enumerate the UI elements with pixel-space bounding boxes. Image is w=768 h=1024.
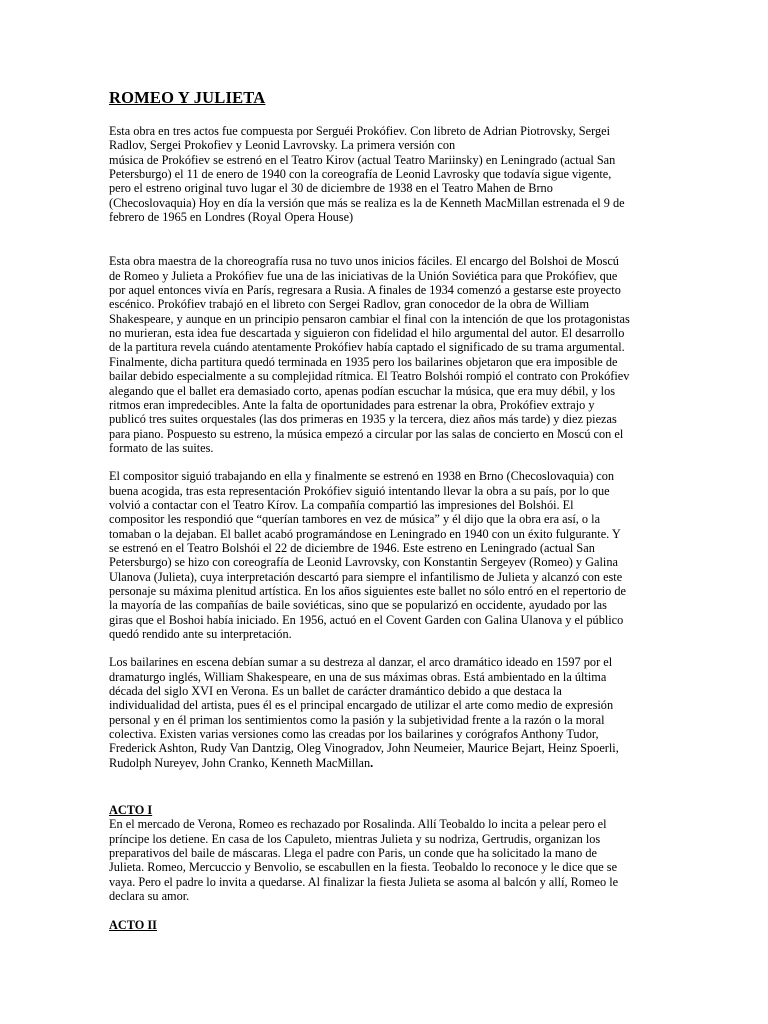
paragraph-dancers xyxy=(109,655,661,770)
document-page xyxy=(109,88,661,932)
spacer xyxy=(109,224,661,254)
paragraph-dancers-text: Los bailarines en escena debían sumar a su destreza al danzar, el arco dramático ideado en 1597 por el dramaturgo inglés, William Shakespeare, en una de sus máximas obras. Está ambientado en la última década del siglo XVI en Verona. Es un ballet de carácter dramántico debido a que destaca la individualidad del artista, pues él es el principal encargado de utilizar el arte como medio de expresión personal y en él priman los sentimientos como la pasión y la subjetividad frente a la razón o la moral colectiva. Existen varias versiones como las creadas por los bailarines y corógrafos Anthony Tudor, Frederick Ashton, Rudy Van Dantzig, Oleg Vinogradov, John Neumeier, Maurice Bejart, Heinz Spoerli, Rudolph Nureyev, John Cranko, Kenneth MacMillan xyxy=(109,655,619,770)
paragraph-premiere: El compositor siguió trabajando en ella y finalmente se estrenó en 1938 en Brno (Checoslovaquia) con buena acogida, tras esta representación Prokófiev siguió intentando llevar la obra a su país, por lo que volvió a contactar con el Teatro Kírov. La compañía compartió las impresiones del Bolshói. El compositor les respondió que “querían tambores en vez de música” y él dijo que la obra era así, o la tomaban o la dejaban. El ballet acabó programándose en Leningrado en 1940 con un éxito fulgurante. Y se estrenó en el Teatro Bolshói el 22 de diciembre de 1946. Este estreno en Leningrado (actual San Petersburgo) se hizo con coreografía de Leonid Lavrovsky, con Konstantin Sergeyev (Romeo) y Galina Ulanova (Julieta), cuya interpretación descartó para siempre el infantilismo de Julieta y alcanzó con este personaje su máxima plenitud artística. En los años siguientes este ballet no sólo entró en el repertorio de la mayoría de las compañías de baile soviéticas, sino que se popularizó en occidente, ayudado por las giras que el Boshoi había iniciado. En 1956, actuó en el Covent Garden con Galina Ulanova y el público quedó rendido ante su interpretación. xyxy=(109,469,627,641)
act2-heading: ACTO II xyxy=(109,917,157,932)
spacer xyxy=(109,455,661,469)
document-title: ROMEO Y JULIETA xyxy=(109,88,266,107)
paragraph-intro: Esta obra en tres actos fue compuesta por Serguéi Prokófiev. Con libreto de Adrian Piotrovsky, Sergei Radlov, Sergei Prokofiev y Leonid Lavrovsky. La primera versión con música de Prokófiev se estrenó en el Teatro Kirov (actual Teatro Mariinsky) en Leningrado (actual San Petersburgo) el 11 de enero de 1940 con la coreografía de Leonid Lavrosky que todavía sigue vigente, pero el estreno original tuvo lugar el 30 de diciembre de 1938 en el Teatro Mahen de Brno (Checoslovaquia) Hoy en día la versión que más se realiza es la de Kenneth MacMillan estrenada el 9 de febrero de 1965 en Londres (Royal Opera House) xyxy=(109,124,625,225)
paragraph-history: Esta obra maestra de la choreografía rusa no tuvo unos inicios fáciles. El encargo del Bolshoi de Moscú de Romeo y Julieta a Prokófiev fue una de las iniciativas de la Unión Soviética para que Prokófiev, que por aquel entonces vivía en París, regresara a Rusia. A finales de 1934 comenzó a gestarse este proyecto escénico. Prokófiev trabajó en el libreto con Sergei Radlov, gran conocedor de la obra de William Shakespeare, y aunque en un principio pensaron cambiar el final con la intención de que los protagonistas no murieran, esta idea fue descartada y siguieron con fidelidad el hilo argumental del autor. El desarrollo de la partitura revela cuándo atentamente Prokófiev había captado el significado de su trama argumental. Finalmente, dicha partitura quedó terminada en 1935 pero los bailarines objetaron que era imposible de bailar debido especialmente a su complejidad rítmica. El Teatro Bolshói rompió el contrato con Prokófiev alegando que el ballet era demasiado corto, apenas podían escuchar la música, que era muy débil, y los ritmos eran impredecibles. Ante la falta de oportunidades para estrenar la obra, Prokófiev extrajo y publicó tres suites orquestales (las dos primeras en 1935 y la tercera, diez años más tarde) y diez piezas para piano. Pospuesto su estreno, la música empezó a circular por las salas de concierto en Moscú con el formato de las suites. xyxy=(109,254,630,455)
act1-text: En el mercado de Verona, Romeo es rechazado por Rosalinda. Allí Teobaldo lo incita a pelear pero el príncipe los detiene. En casa de los Capuleto, mientras Julieta y su nodriza, Gertrudis, organizan los preparativos del baile de máscaras. Llega el padre con Paris, un conde que ha solicitado la mano de Julieta. Romeo, Mercuccio y Benvolio, se escabullen en la fiesta. Teobaldo lo reconoce y le dice que se vaya. Pero el padre lo invita a quedarse. Al finalizar la fiesta Julieta se asoma al balcón y allí, Romeo le declara su amor. xyxy=(109,817,619,904)
spacer xyxy=(109,770,661,803)
paragraph-dancers-end: . xyxy=(370,755,374,770)
spacer xyxy=(109,641,661,655)
act1-heading: ACTO I xyxy=(109,803,153,818)
spacer xyxy=(109,904,661,918)
